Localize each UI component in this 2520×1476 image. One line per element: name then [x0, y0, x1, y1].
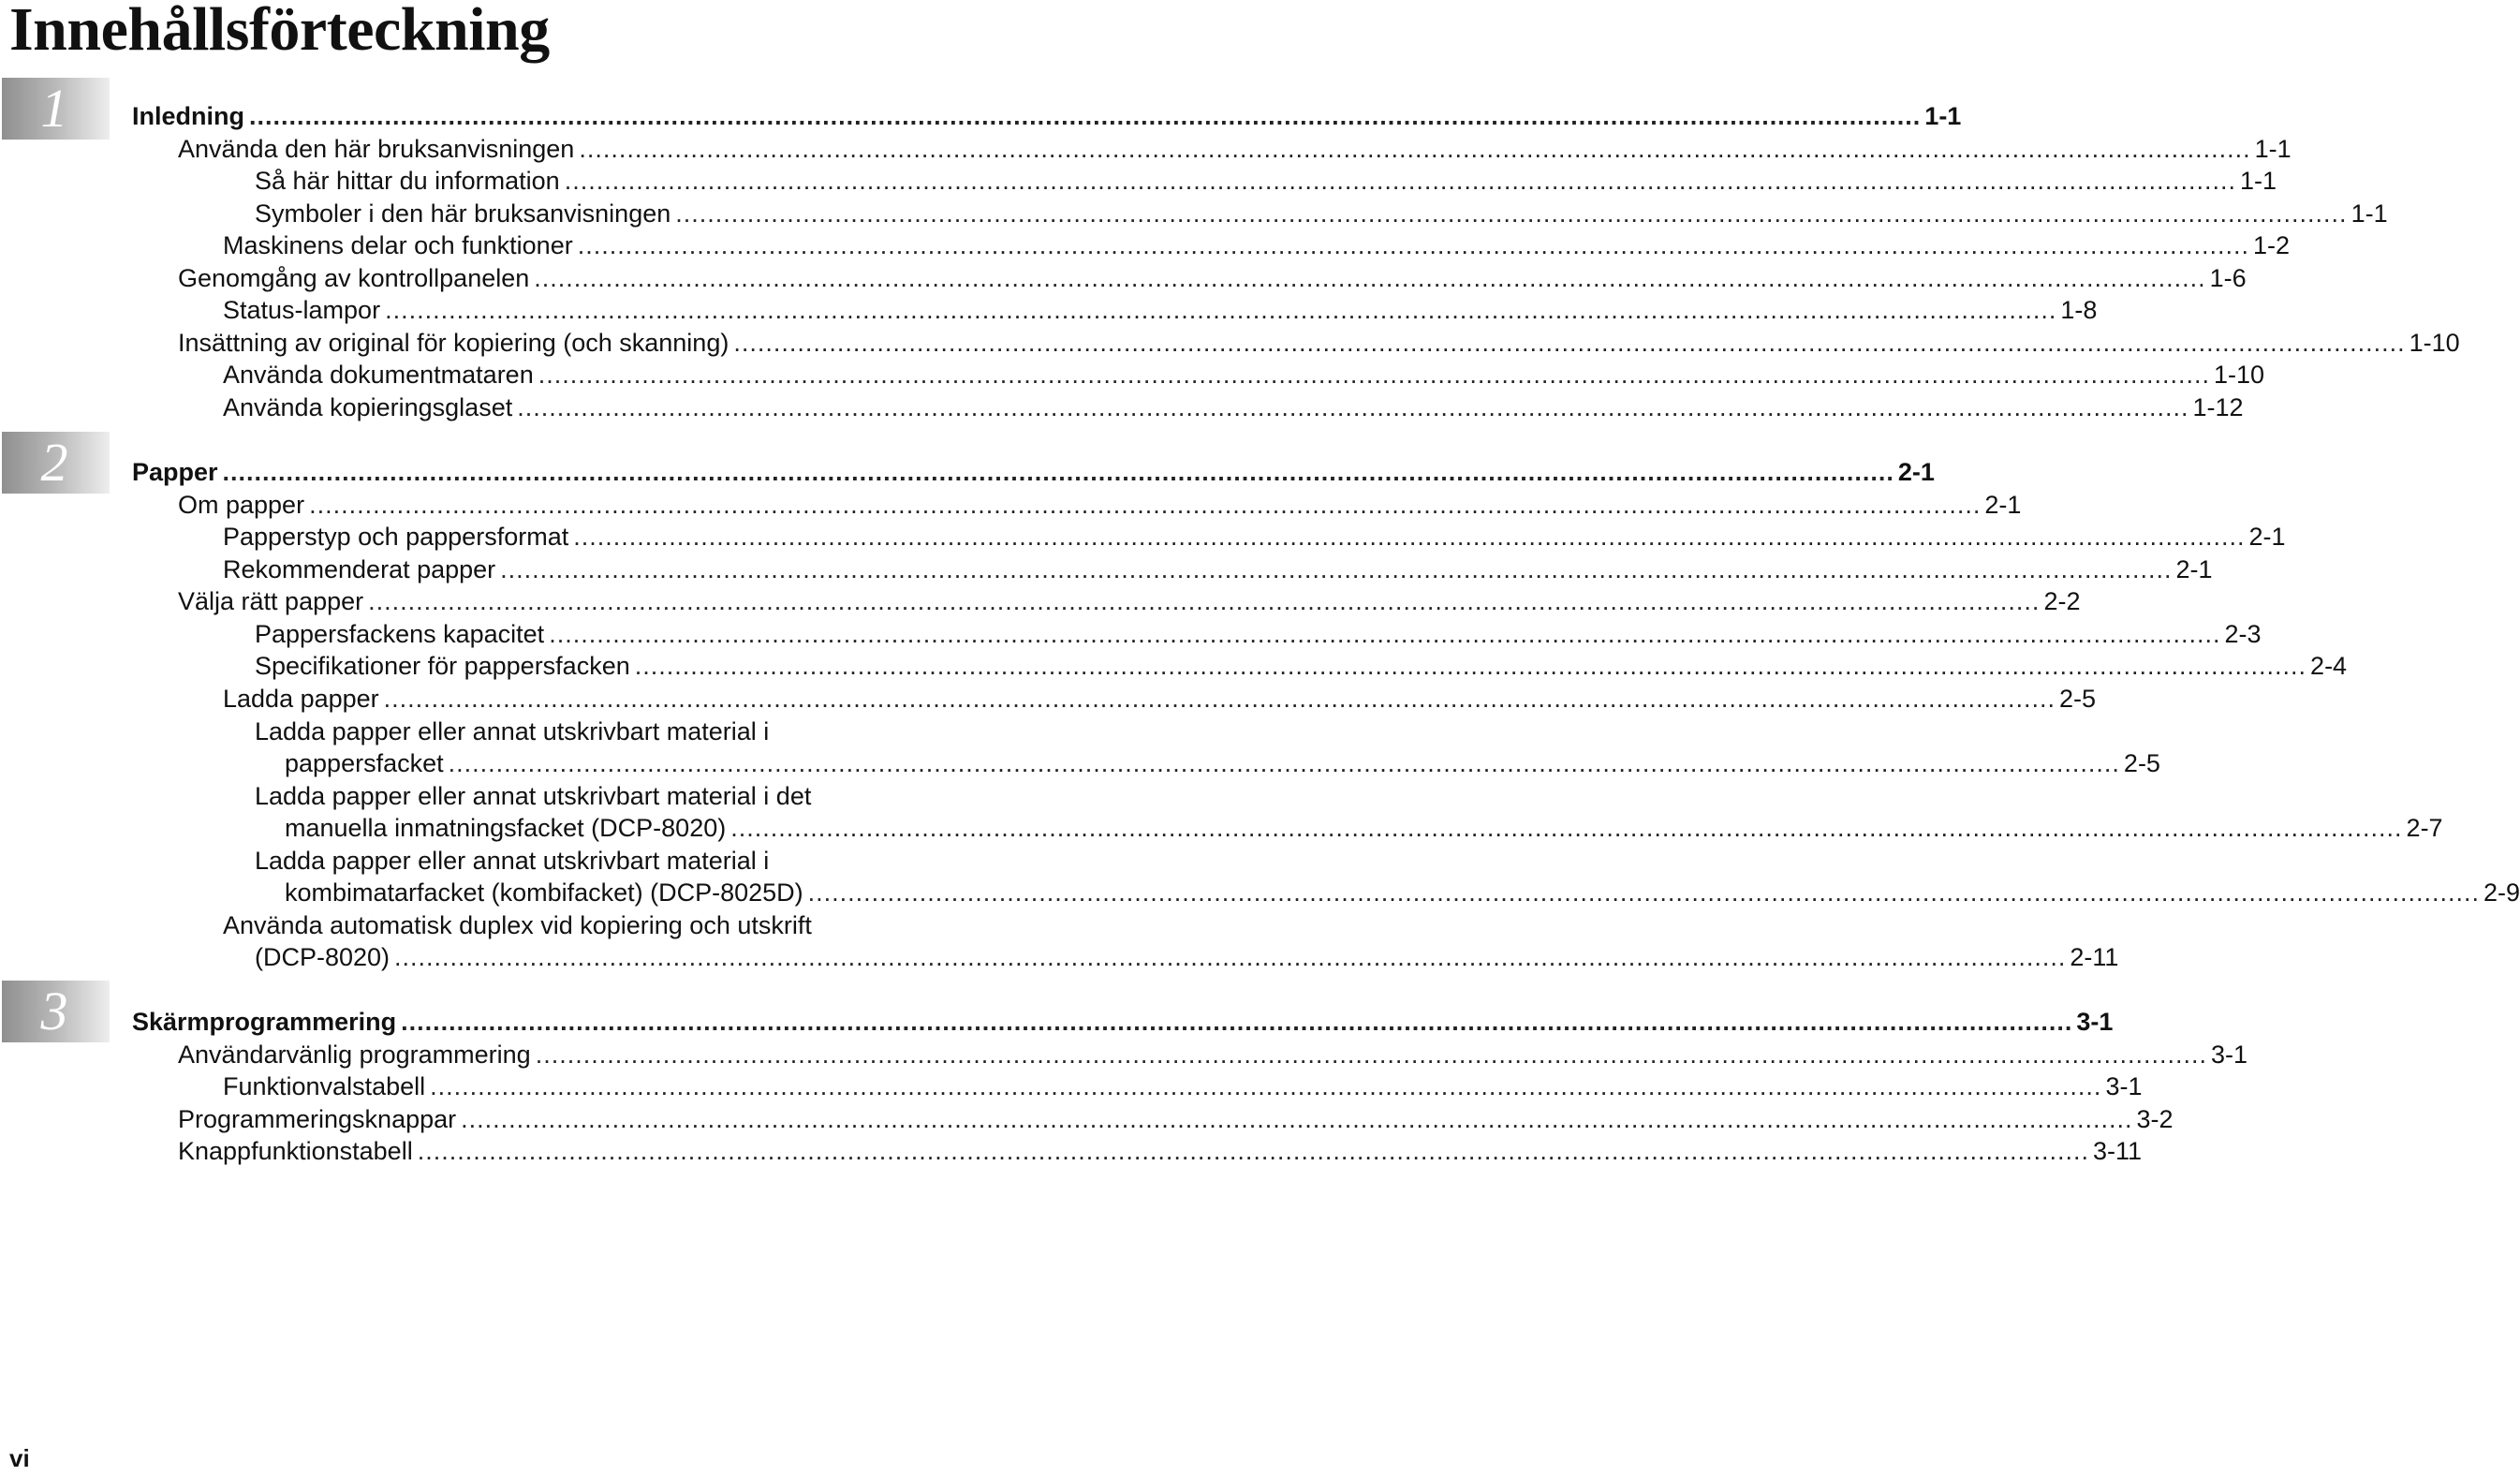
- toc-entry[interactable]: [0, 1039, 2248, 1070]
- toc-title: manuella inmatningsfacket (DCP-8020): [285, 814, 727, 842]
- toc-title: Använda dokumentmataren: [223, 361, 534, 389]
- toc-title-line1: Ladda papper eller annat utskrivbart material i: [255, 717, 770, 745]
- toc-entry[interactable]: [0, 359, 2265, 391]
- toc-entry[interactable]: [0, 294, 2098, 326]
- dot-leader: ..................................................................................................................................................................................................................: [538, 361, 2211, 389]
- toc-title: Rekommenderat papper: [223, 555, 496, 583]
- toc-page: 3-2: [2136, 1105, 2174, 1133]
- toc-title: Pappersfackens kapacitet: [255, 620, 545, 648]
- toc-page: 2-11: [2070, 943, 2119, 971]
- dot-leader: ..................................................................................................................................................................................................................: [368, 587, 2041, 615]
- toc-title: pappersfacket: [285, 749, 444, 777]
- toc-entry[interactable]: [0, 262, 2247, 294]
- toc-entry-two-line[interactable]: [0, 782, 2443, 844]
- dot-leader: ..................................................................................................................................................................................................................: [549, 620, 2221, 648]
- toc-title: Använda den här bruksanvisningen: [178, 135, 575, 163]
- toc-entry[interactable]: [0, 229, 2291, 261]
- toc-page: 3-1: [2076, 1008, 2114, 1036]
- toc-entry-two-line[interactable]: [0, 847, 2520, 908]
- dot-leader: ..................................................................................................................................................................................................................: [675, 199, 2348, 228]
- toc-chapter-heading[interactable]: [0, 100, 1962, 132]
- toc-title: Papperstyp och pappersformat: [223, 523, 569, 551]
- toc-page: 2-1: [1984, 491, 2022, 519]
- toc-title: Papper: [132, 458, 218, 486]
- toc-page: 2-1: [2248, 523, 2286, 551]
- toc-page: 3-1: [2211, 1041, 2248, 1069]
- dot-leader: ..................................................................................................................................................................................................................: [417, 1137, 2089, 1165]
- toc-page: 1-12: [2192, 393, 2244, 421]
- toc-page: 2-1: [1897, 458, 1935, 486]
- dot-leader: ..................................................................................................................................................................................................................: [634, 652, 2307, 680]
- toc-title: Ladda papper: [223, 685, 379, 713]
- toc-page: 1-10: [2409, 329, 2460, 357]
- toc-entry[interactable]: [0, 618, 2262, 650]
- toc-entry[interactable]: [0, 198, 2388, 229]
- dot-leader: ..................................................................................................................................................................................................................: [579, 135, 2251, 163]
- toc-page: 1-1: [2254, 135, 2292, 163]
- toc-title: Skärmprogrammering: [132, 1008, 397, 1036]
- toc-entry[interactable]: [0, 1103, 2174, 1135]
- toc-title: Insättning av original för kopiering (och skanning): [178, 329, 729, 357]
- toc-page: 2-3: [2224, 620, 2262, 648]
- toc-page: 1-1: [2240, 167, 2277, 195]
- dot-leader: ..................................................................................................................................................................................................................: [534, 264, 2206, 292]
- dot-leader: ..................................................................................................................................................................................................................: [733, 329, 2406, 357]
- toc-page: 2-9: [2483, 878, 2520, 907]
- toc-entry[interactable]: [0, 489, 2022, 521]
- toc-page: 2-2: [2043, 587, 2081, 615]
- toc-page: 2-5: [2123, 749, 2160, 777]
- toc-page: 2-1: [2175, 555, 2213, 583]
- dot-leader: ..................................................................................................................................................................................................................: [401, 1008, 2073, 1036]
- toc-title-line1: Ladda papper eller annat utskrivbart material i det: [255, 782, 812, 810]
- toc-title-line1: Använda automatisk duplex vid kopiering och utskrift: [223, 911, 812, 939]
- toc-entry[interactable]: [0, 133, 2292, 165]
- toc-title: Maskinens delar och funktioner: [223, 231, 573, 259]
- dot-leader: ..................................................................................................................................................................................................................: [385, 296, 2057, 324]
- toc-title-line1: Ladda papper eller annat utskrivbart material i: [255, 847, 770, 875]
- dot-leader: ..................................................................................................................................................................................................................: [394, 943, 2067, 971]
- toc-entry[interactable]: [0, 683, 2096, 715]
- toc-title: Specifikationer för pappersfacken: [255, 652, 630, 680]
- toc-title: Använda kopieringsglaset: [223, 393, 513, 421]
- dot-leader: ..................................................................................................................................................................................................................: [730, 814, 2403, 842]
- dot-leader: ..................................................................................................................................................................................................................: [573, 523, 2246, 551]
- toc-title: Inledning: [132, 102, 244, 130]
- toc-title: Programmeringsknappar: [178, 1105, 457, 1133]
- toc-entry-two-line[interactable]: [0, 717, 2160, 779]
- dot-leader: ..................................................................................................................................................................................................................: [577, 231, 2250, 259]
- toc-page: 1-10: [2214, 361, 2265, 389]
- chapter-number: 1: [40, 78, 68, 139]
- dot-leader: ..................................................................................................................................................................................................................: [430, 1072, 2102, 1100]
- toc-title: Om papper: [178, 491, 305, 519]
- toc-title: kombimatarfacket (kombifacket) (DCP-8025D): [285, 878, 803, 907]
- page-title: Innehållsförteckning: [9, 0, 550, 64]
- toc-entry[interactable]: [0, 1070, 2143, 1102]
- dot-leader: ..................................................................................................................................................................................................................: [383, 685, 2056, 713]
- footer-page-number: vi: [9, 1444, 30, 1472]
- toc-chapter-heading[interactable]: [0, 1006, 2114, 1038]
- toc-page: 2-5: [2058, 685, 2096, 713]
- toc-title: Symboler i den här bruksanvisningen: [255, 199, 671, 228]
- toc-chapter-heading[interactable]: [0, 456, 1935, 488]
- toc-page: 1-1: [1924, 102, 1962, 130]
- toc-title: (DCP-8020): [255, 943, 391, 971]
- toc-entry[interactable]: [0, 165, 2277, 197]
- toc-page: 3-11: [2093, 1137, 2143, 1165]
- toc-entry[interactable]: [0, 327, 2460, 359]
- toc-title: Status-lampor: [223, 296, 381, 324]
- toc-entry[interactable]: [0, 650, 2348, 682]
- toc-page: 1-2: [2253, 231, 2291, 259]
- dot-leader: ..................................................................................................................................................................................................................: [448, 749, 2120, 777]
- toc-page: 1-8: [2060, 296, 2098, 324]
- toc-entry[interactable]: [0, 391, 2244, 423]
- dot-leader: ..................................................................................................................................................................................................................: [517, 393, 2189, 421]
- toc-entry[interactable]: [0, 554, 2213, 585]
- toc-title: Genomgång av kontrollpanelen: [178, 264, 530, 292]
- dot-leader: ..................................................................................................................................................................................................................: [807, 878, 2480, 907]
- toc-title: Knappfunktionstabell: [178, 1137, 413, 1165]
- toc-title: Så här hittar du information: [255, 167, 560, 195]
- chapter-number: 3: [40, 981, 68, 1041]
- toc-page: 2-7: [2406, 814, 2443, 842]
- dot-leader: ..................................................................................................................................................................................................................: [535, 1041, 2208, 1069]
- toc-title: Användarvänlig programmering: [178, 1041, 531, 1069]
- dot-leader: ..................................................................................................................................................................................................................: [248, 102, 1922, 130]
- toc-page: 2-4: [2310, 652, 2348, 680]
- toc-entry[interactable]: [0, 521, 2286, 553]
- toc-page: 3-1: [2105, 1072, 2143, 1100]
- toc-page: 1-1: [2351, 199, 2388, 228]
- dot-leader: ..................................................................................................................................................................................................................: [309, 491, 1982, 519]
- dot-leader: ..................................................................................................................................................................................................................: [461, 1105, 2133, 1133]
- toc-title: Välja rätt papper: [178, 587, 364, 615]
- toc-entry-two-line[interactable]: [0, 911, 2119, 973]
- toc-page: 1-6: [2209, 264, 2247, 292]
- dot-leader: ..................................................................................................................................................................................................................: [564, 167, 2236, 195]
- chapter-number: 2: [40, 432, 68, 493]
- dot-leader: ..................................................................................................................................................................................................................: [500, 555, 2173, 583]
- toc-entry[interactable]: [0, 1135, 2143, 1167]
- toc-title: Funktionvalstabell: [223, 1072, 426, 1100]
- toc-entry[interactable]: [0, 585, 2081, 617]
- dot-leader: ..................................................................................................................................................................................................................: [222, 458, 1894, 486]
